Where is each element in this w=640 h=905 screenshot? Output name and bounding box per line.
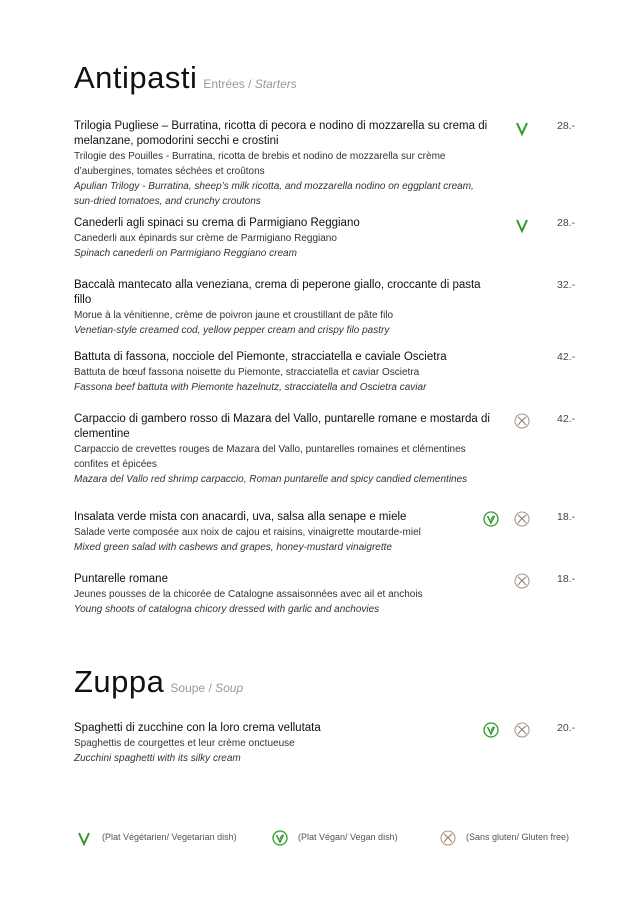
vegan-icon <box>483 722 499 738</box>
dish-desc-english: Zucchini spaghetti with its silky cream <box>74 753 241 764</box>
dish-desc-french: Jeunes pousses de la chicorée de Catalogne assaisonnées avec ail et anchois <box>74 589 423 600</box>
dish-price: 32.- <box>557 279 576 291</box>
menu-item <box>74 216 494 261</box>
dish-price: 42.- <box>557 351 576 363</box>
dish-desc-english: Mixed green salad with cashews and grapes, honey-mustard vinaigrette <box>74 542 392 553</box>
menu-item <box>74 278 494 338</box>
gluten-free-icon <box>514 511 530 527</box>
dish-name-italian: Spaghetti di zucchine con la loro crema vellutata <box>74 722 321 734</box>
dish-desc-french: Salade verte composée aux noix de cajou et raisins, vinaigrette moutarde-miel <box>74 527 421 538</box>
section-title-it: Antipasti <box>74 60 198 95</box>
section-title-it: Zuppa <box>74 664 165 699</box>
vegan-icon <box>272 830 288 846</box>
dish-desc-english: Venetian-style creamed cod, yellow pepper cream and crispy filo pastry <box>74 325 390 336</box>
dish-desc-english: Spinach canederli on Parmigiano Reggiano cream <box>74 248 297 259</box>
vegetarian-icon <box>514 120 530 136</box>
dish-price: 28.- <box>557 217 576 229</box>
legend-label: (Sans gluten/ Gluten free) <box>466 832 570 842</box>
vegetarian-icon <box>514 217 530 233</box>
vegan-icon <box>483 511 499 527</box>
dish-price: 20.- <box>557 722 576 734</box>
gluten-free-icon <box>440 830 456 846</box>
vegetarian-icon <box>76 830 92 846</box>
dish-name-italian: Canederli agli spinaci su crema di Parmigiano Reggiano <box>74 217 360 229</box>
dish-price: 18.- <box>557 511 576 523</box>
legend-label: (Plat Végétarien/ Vegetarian dish) <box>102 832 237 842</box>
dish-name-italian: Carpaccio di gambero rosso di Mazara del Vallo, puntarelle romane e mostarda di clementine <box>74 413 490 440</box>
menu-item <box>74 572 494 617</box>
section-title <box>74 664 243 700</box>
dish-desc-french: Canederli aux épinards sur crème de Parmigiano Reggiano <box>74 233 337 244</box>
gluten-free-icon <box>514 413 530 429</box>
dish-desc-french: Carpaccio de crevettes rouges de Mazara del Vallo, puntarelles romaines et clémentines confites et épicées <box>74 444 466 470</box>
dish-price: 28.- <box>557 120 576 132</box>
section-subtitle <box>170 681 243 695</box>
menu-item <box>74 412 494 487</box>
dish-name-italian: Battuta di fassona, nocciole del Piemonte, stracciatella e caviale Oscietra <box>74 351 447 363</box>
dish-desc-english: Mazara del Vallo red shrimp carpaccio, Roman puntarelle and spicy candied clementines <box>74 474 468 485</box>
menu-item <box>74 510 494 555</box>
menu-item <box>74 350 494 395</box>
gluten-free-icon <box>514 573 530 589</box>
section-subtitle-fr: Entrées / <box>203 77 252 91</box>
gluten-free-icon <box>514 722 530 738</box>
dish-desc-french: Morue à la vénitienne, crème de poivron jaune et croustillant de pâte filo <box>74 310 394 321</box>
menu-item <box>74 721 494 766</box>
section-subtitle <box>203 77 296 91</box>
section-subtitle-en: Soup <box>215 681 244 695</box>
section-subtitle-fr: Soupe / <box>170 681 212 695</box>
dish-name-italian: Trilogia Pugliese – Burratina, ricotta di pecora e nodino di mozzarella su crema di melanzane, pomodorini secchi e crostini <box>74 120 488 147</box>
dish-name-italian: Insalata verde mista con anacardi, uva, salsa alla senape e miele <box>74 511 407 523</box>
dish-desc-french: Spaghettis de courgettes et leur crème onctueuse <box>74 738 295 749</box>
dish-desc-french: Trilogie des Pouilles - Burratina, ricotta de brebis et nodino de mozzarella sur crème d’aubergines, tomates séchées et croûtons <box>74 151 446 177</box>
dish-name-italian: Baccalà mantecato alla veneziana, crema di peperone giallo, croccante di pasta fillo <box>74 279 481 306</box>
section-title <box>74 60 297 96</box>
dish-desc-english: Young shoots of catalogna chicory dressed with garlic and anchovies <box>74 604 380 615</box>
dish-name-italian: Puntarelle romane <box>74 573 168 585</box>
legend-label: (Plat Végan/ Vegan dish) <box>298 832 398 842</box>
section-subtitle-en: Starters <box>254 77 297 91</box>
dish-desc-french: Battuta de bœuf fassona noisette du Piemonte, stracciatella et caviar Oscietra <box>74 367 420 378</box>
dish-desc-english: Apulian Trilogy - Burratina, sheep’s milk ricotta, and mozzarella nodino on eggplant cream, sun-dried tomatoes, and crunchy croutons <box>74 181 474 207</box>
dish-price: 42.- <box>557 413 576 425</box>
dish-price: 18.- <box>557 573 576 585</box>
dish-desc-english: Fassona beef battuta with Piemonte hazelnutz, stracciatella and Oscietra caviar <box>74 382 427 393</box>
menu-item <box>74 119 494 209</box>
